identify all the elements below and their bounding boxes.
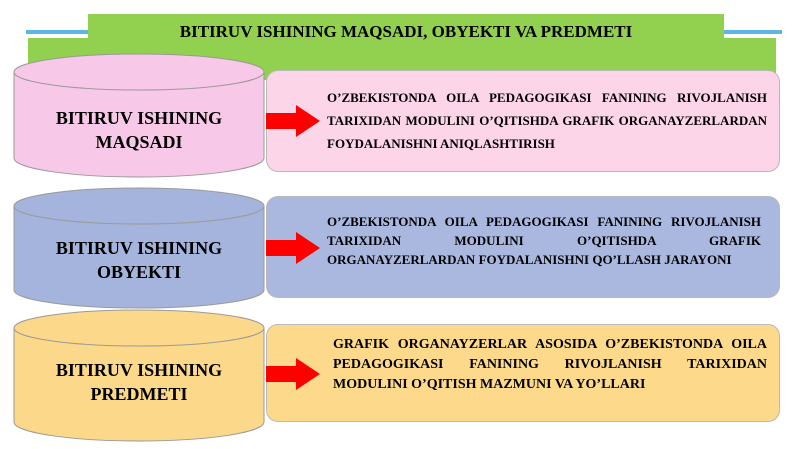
banner-accent-right [724,30,782,34]
banner-accent-left [26,30,88,34]
label-line-2: MAQSADI [95,132,183,152]
description-box-predmeti [266,324,780,422]
description-text: GRAFIK ORGANAYZERLAR ASOSIDA O’ZBEKISTONDA OILA PEDAGOGIKASI FANINING RIVOJLANISH TARIXIDAN MODULINI O’QITISH MAZMUNI VA YO’LLARI [333,337,767,392]
label-line-2: OBYEKTI [96,262,182,282]
cylinder-label [12,236,266,284]
slide-title: BITIRUV ISHINING MAQSADI, OBYEKTI VA PREDMETI [88,14,724,50]
label-line-1: BITIRUV ISHINING [55,108,223,128]
cylinder-label [12,106,266,154]
label-line-1: BITIRUV ISHINING [55,360,223,380]
cylinder-obyekti [12,186,266,310]
description-box-obyekti [266,196,780,298]
cylinder-maqsadi [12,52,266,180]
cylinder-label [12,358,266,406]
description-box-maqsadi [266,70,780,172]
label-line-1: BITIRUV ISHINING [55,238,223,258]
cylinder-predmeti [12,308,266,444]
description-text: O’ZBEKISTONDA OILA PEDAGOGIKASI FANINING RIVOJLANISH TARIXIDAN MODULINI O’QITISHDA GRAFIK ORGANAYZERLARDAN FOYDALANISHNI QO’LLASH JARAYONI [327,214,761,267]
right-arrow-icon [262,357,324,391]
description-text: O’ZBEKISTONDA OILA PEDAGOGIKASI FANINING RIVOJLANISH TARIXIDAN MODULINI O’QITISHDA GRAFIK ORGANAYZERLARDAN FOYDALANISHNI ANIQLASHTIRISH [327,90,767,151]
right-arrow-icon [262,231,324,265]
right-arrow-icon [262,104,324,138]
label-line-2: PREDMETI [90,384,188,404]
